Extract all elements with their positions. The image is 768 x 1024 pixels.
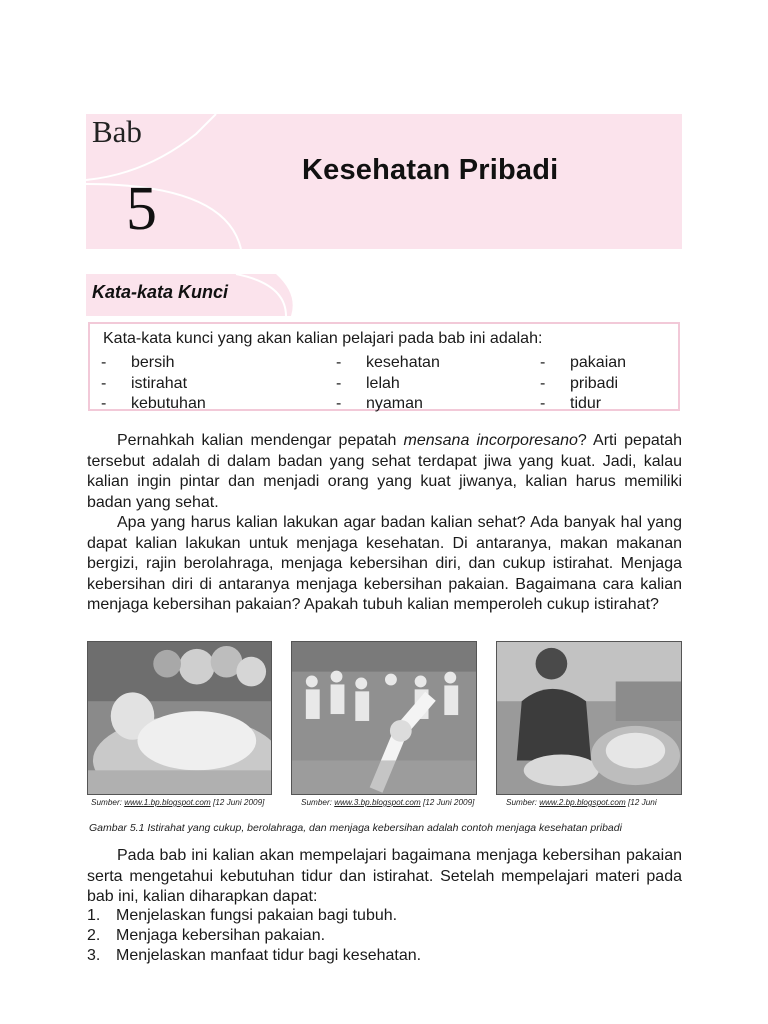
keyword-dash: -: [540, 354, 546, 371]
keywords-heading-text: Kata-kata Kunci: [92, 282, 229, 302]
italic-phrase: mensana incorporesano: [403, 432, 578, 449]
list-number: 1.: [87, 907, 101, 924]
keyword-text: pakaian: [570, 354, 627, 371]
paragraph-text: Pada bab ini kalian akan mempelajari bagaimana menjaga kebersihan pakaian serta mengetahui kebutuhan tidur dan istirahat. Setelah mempelajari materi pada bab ini, kalian diharapkan dapat:: [87, 847, 682, 905]
photo-source-1: [91, 798, 281, 808]
washing-clothes-photo: [496, 641, 682, 795]
source-link[interactable]: www.1.bp.blogspot.com: [124, 798, 211, 807]
keyword-dash: -: [101, 395, 107, 412]
keyword-text: pribadi: [570, 375, 619, 392]
figure-caption: Gambar 5.1 Istirahat yang cukup, berolahraga, dan menjaga kebersihan adalah contoh menjaga kesehatan pribadi: [89, 822, 622, 834]
keyword-dash: -: [540, 375, 546, 392]
exercising-children-photo: [291, 641, 477, 795]
source-date: [12 Juni 2009]: [210, 798, 265, 807]
list-number: 3.: [87, 947, 101, 964]
chapter-header: [86, 114, 682, 249]
keyword-text: istirahat: [131, 375, 188, 392]
keyword-dash: -: [101, 354, 107, 371]
keyword-dash: -: [540, 395, 546, 412]
keywords-intro: Kata-kata kunci yang akan kalian pelajari pada bab ini adalah:: [103, 330, 543, 347]
sleeping-baby-photo: [87, 641, 272, 795]
chapter-label: Bab: [92, 114, 142, 149]
paragraph-text: Apa yang harus kalian lakukan agar badan kalian sehat? Ada banyak hal yang dapat kalian lakukan untuk menjaga kesehatan. Di antaranya, makan makanan bergizi, rajin berolahraga, menjaga kebersihan diri, dan cukup istirahat. Menjaga kebersihan diri di antaranya menjaga kebersihan pakaian. Bagaimana cara kalian menjaga kebersihan pakaian? Apakah tubuh kalian memperoleh cukup istirahat?: [87, 514, 682, 613]
intro-paragraph-1: [87, 431, 682, 513]
keyword-text: lelah: [366, 375, 400, 392]
photo-source-3: [506, 798, 682, 808]
keyword-dash: -: [336, 395, 342, 412]
keyword-dash: -: [336, 375, 342, 392]
keywords-heading: [86, 274, 298, 316]
list-text: Menjaga kebersihan pakaian.: [116, 927, 326, 944]
keyword-text: bersih: [131, 354, 175, 371]
intro-paragraph-2: [87, 513, 682, 616]
closing-paragraph: [87, 846, 682, 908]
keywords-box: [88, 322, 680, 411]
keyword-text: nyaman: [366, 395, 423, 412]
source-prefix: Sumber:: [506, 798, 540, 807]
list-text: Menjelaskan fungsi pakaian bagi tubuh.: [116, 907, 398, 924]
source-prefix: Sumber:: [301, 798, 335, 807]
list-number: 2.: [87, 927, 101, 944]
page-title: Kesehatan Pribadi: [302, 154, 559, 186]
source-link[interactable]: www.2.bp.blogspot.com: [539, 798, 626, 807]
source-link[interactable]: www.3.bp.blogspot.com: [334, 798, 421, 807]
source-date: [12 Juni: [625, 798, 657, 807]
chapter-number: 5: [126, 175, 157, 243]
source-date: [12 Juni 2009]: [420, 798, 475, 807]
list-text: Menjelaskan manfaat tidur bagi kesehatan.: [116, 947, 422, 964]
keyword-text: tidur: [570, 395, 602, 412]
paragraph-text: ? Arti pepatah tersebut adalah di dalam badan yang sehat terdapat jiwa yang kuat. Jadi, kalau kalian ingin pintar dan menjadi orang yang kuat jiwanya, kalian harus memiliki badan yang sehat.: [87, 432, 682, 511]
keyword-text: kesehatan: [366, 354, 440, 371]
keyword-text: kebutuhan: [131, 395, 206, 412]
paragraph-text: Pernahkah kalian mendengar pepatah: [117, 432, 404, 449]
keyword-dash: -: [101, 375, 107, 392]
source-prefix: Sumber:: [91, 798, 125, 807]
keyword-dash: -: [336, 354, 342, 371]
photo-source-2: [301, 798, 491, 808]
